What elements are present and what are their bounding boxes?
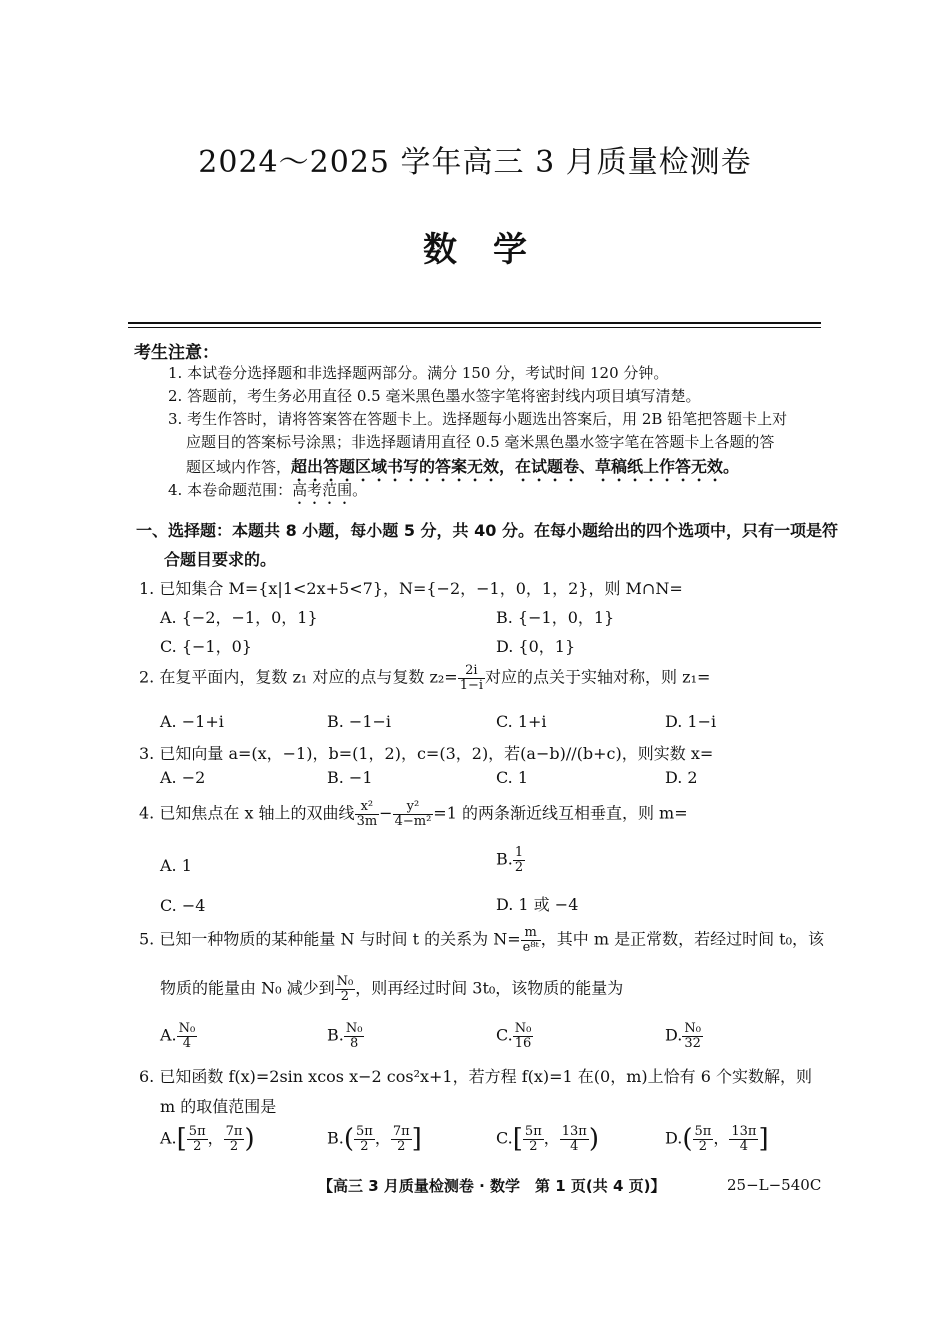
q5-c-label: C. xyxy=(496,1025,513,1045)
q5-a-label: A. xyxy=(160,1025,177,1045)
q6-option-d xyxy=(665,1124,769,1154)
q5-option-d xyxy=(665,1022,703,1050)
q5-num: m xyxy=(521,926,541,941)
notice-scope-label: 4. 本卷命题范围： xyxy=(168,481,293,499)
q5-a-num: N₀ xyxy=(178,1021,196,1036)
notice-text: 题区域内作答， xyxy=(186,458,292,476)
q5-a-frac xyxy=(177,1022,198,1050)
divider-thick xyxy=(128,322,821,324)
q4-den-2: 4−m² xyxy=(394,813,432,829)
notice-item-3: 3. 考生作答时，请将答案答在答题卡上。选择题每小题选出答案后，用 2B 铅笔把答题卡上对 xyxy=(168,410,788,428)
q6-d-label: D. xyxy=(665,1128,683,1148)
q5-b-label: B. xyxy=(327,1025,344,1045)
q4-num-2: y² xyxy=(393,800,434,815)
q5-b-num: N₀ xyxy=(345,1021,363,1036)
q5-frac xyxy=(521,926,541,954)
q5-d-num: N₀ xyxy=(684,1021,701,1036)
paper-code: 25−L−540C xyxy=(727,1176,822,1194)
q5-d-frac xyxy=(682,1022,703,1050)
q6-b-num-1: 5π xyxy=(356,1123,373,1139)
q5-option-a xyxy=(160,1022,197,1050)
q6-a-label: A. xyxy=(160,1128,177,1148)
notice-item-1: 1. 本试卷分选择题和非选择题两部分。满分 150 分，考试时间 120 分钟。 xyxy=(168,364,669,382)
q6-b-open: ( xyxy=(343,1124,354,1154)
q5-l2-num: N₀ xyxy=(336,974,354,989)
q2-option-b: B. −1−i xyxy=(327,712,392,731)
q4-frac-1 xyxy=(355,800,380,828)
q5-c-num: N₀ xyxy=(514,1021,532,1036)
q6-a-comma: ， xyxy=(207,1128,224,1148)
q6-c-open: [ xyxy=(512,1124,523,1154)
q5-d-den: 32 xyxy=(684,1035,701,1051)
q6-b-label: B. xyxy=(327,1128,344,1148)
q2-option-c: C. 1+i xyxy=(496,712,547,731)
q6-d-num-2: 13π xyxy=(731,1123,757,1139)
q6-option-a xyxy=(160,1124,255,1154)
q6-c-comma: ， xyxy=(543,1128,560,1148)
page-footer: 【高三 3 月质量检测卷 · 数学 第 1 页(共 4 页)】 xyxy=(318,1177,666,1195)
q6-c-close: ) xyxy=(588,1124,600,1154)
q4-option-d: D. 1 或 −4 xyxy=(496,895,579,914)
question-5-line2 xyxy=(160,975,623,1003)
q5-b-frac xyxy=(344,1022,365,1050)
question-6-stem: 6. 已知函数 f(x)=2sin xcos x−2 cos²x+1，若方程 f(x)=1 在(0，m)上恰有 6 个实数解，则 xyxy=(139,1067,812,1086)
q6-b-den-1: 2 xyxy=(360,1138,369,1154)
q6-b-frac-2 xyxy=(391,1125,412,1153)
question-5-stem xyxy=(139,926,824,954)
q6-a-num-2: 7π xyxy=(225,1123,243,1139)
q4-option-c: C. −4 xyxy=(160,896,206,915)
q6-option-c xyxy=(496,1124,599,1154)
q6-c-den-2: 4 xyxy=(570,1138,579,1154)
q4-b-den: 2 xyxy=(514,859,524,875)
q6-a-close: ) xyxy=(244,1124,255,1154)
notice-scope-value: 高考范围。 xyxy=(292,481,368,499)
q5-l2-frac xyxy=(335,975,356,1003)
q3-option-d: D. 2 xyxy=(665,768,698,787)
q4-post: =1 的两条渐近线互相垂直，则 m= xyxy=(433,803,688,823)
q4-b-num: 1 xyxy=(514,845,524,860)
q6-d-close: ] xyxy=(758,1124,769,1154)
q2-pre: 2. 在复平面内，复数 z₁ 对应的点与复数 z₂= xyxy=(139,667,458,687)
notice-heading: 考生注意： xyxy=(134,343,219,363)
q5-a-den: 4 xyxy=(182,1035,192,1051)
question-1-stem: 1. 已知集合 M={x|1<2x+5<7}，N={−2，−1，0，1，2}，则 M∩N= xyxy=(139,579,683,598)
q5-option-c xyxy=(496,1022,533,1050)
notice-item-4 xyxy=(168,479,367,508)
q6-d-frac-1 xyxy=(693,1125,714,1153)
q6-c-label: C. xyxy=(496,1128,513,1148)
q6-b-frac-1 xyxy=(354,1125,375,1153)
q5-b-den: 8 xyxy=(350,1035,359,1051)
notice-item-2: 2. 答题前，考生务必用直径 0.5 毫米黑色墨水签字笔将密封线内项目填写清楚。 xyxy=(168,387,701,405)
q5-d-label: D. xyxy=(665,1025,683,1045)
q6-c-den-1: 2 xyxy=(529,1138,538,1154)
q2-post: 对应的点关于实轴对称，则 z₁= xyxy=(485,667,711,687)
q6-a-open: [ xyxy=(176,1124,187,1154)
q6-a-den-2: 2 xyxy=(229,1138,239,1154)
q5-c-den: 16 xyxy=(514,1035,532,1051)
q6-b-num-2: 7π xyxy=(392,1123,410,1139)
q5-c-frac xyxy=(513,1022,534,1050)
question-4-stem xyxy=(139,800,688,828)
exam-title: 2024～2025 学年高三 3 月质量检测卷 xyxy=(198,145,752,180)
q6-c-frac-2 xyxy=(560,1125,589,1153)
q5-l2-post: ，则再经过时间 3t₀，该物质的能量为 xyxy=(355,978,624,998)
q1-option-c: C. {−1，0} xyxy=(160,637,252,656)
q4-minus: − xyxy=(379,803,393,823)
question-3-stem: 3. 已知向量 a=(x，−1)，b=(1，2)，c=(3，2)，若(a−b)//(b+c)，则实数 x= xyxy=(139,744,714,763)
q4-pre: 4. 已知焦点在 x 轴上的双曲线 xyxy=(139,803,355,823)
q4-num-1: x² xyxy=(355,800,380,815)
q6-c-num-2: 13π xyxy=(561,1123,587,1139)
q4-den-1: 3m xyxy=(356,813,378,829)
q6-d-den-2: 4 xyxy=(739,1138,749,1154)
q2-fraction xyxy=(458,664,485,692)
q2-option-a: A. −1+i xyxy=(160,712,224,731)
q2-num: 2i xyxy=(458,664,485,679)
q1-option-a: A. {−2，−1，0，1} xyxy=(160,608,318,627)
notice-emphasis: 超出答题区域书写的答案无效，在试题卷、草稿纸上作答无效。 xyxy=(291,457,740,476)
q1-option-b: B. {−1，0，1} xyxy=(496,608,615,627)
subject-title: 数学 xyxy=(423,230,563,270)
q4-b-frac xyxy=(513,846,525,874)
q4-frac-2 xyxy=(393,800,434,828)
q5-den: e⁸ᵗ xyxy=(522,939,539,955)
q6-d-den-1: 2 xyxy=(698,1138,708,1154)
q6-d-frac-2 xyxy=(729,1125,758,1153)
question-2-stem xyxy=(139,664,710,692)
q2-option-d: D. 1−i xyxy=(665,712,717,731)
q3-option-b: B. −1 xyxy=(327,768,373,787)
section-heading-cont: 合题目要求的。 xyxy=(164,550,277,569)
q4-option-a: A. 1 xyxy=(160,856,192,875)
q2-den: 1−i xyxy=(459,677,484,693)
q6-d-open: ( xyxy=(682,1124,693,1154)
q5-pre: 5. 已知一种物质的某种能量 N 与时间 t 的关系为 N= xyxy=(139,929,521,949)
q5-option-b xyxy=(327,1022,364,1050)
q6-d-comma: ， xyxy=(713,1128,730,1148)
q4-b-label: B. xyxy=(496,849,513,869)
q5-post: ，其中 m 是正常数，若经过时间 t₀，该 xyxy=(540,929,825,949)
q5-l2-den: 2 xyxy=(340,988,350,1004)
q6-b-den-2: 2 xyxy=(397,1138,406,1154)
notice-item-3-cont: 应题目的答案标号涂黑；非选择题请用直径 0.5 毫米黑色墨水签字笔在答题卡上各题的答 xyxy=(186,433,775,451)
q3-option-c: C. 1 xyxy=(496,768,529,787)
q1-option-d: D. {0，1} xyxy=(496,637,576,656)
q6-option-b xyxy=(327,1124,422,1154)
section-heading: 一、选择题：本题共 8 小题，每小题 5 分，共 40 分。在每小题给出的四个选项中，只有一项是符 xyxy=(136,521,838,540)
divider-thin xyxy=(128,327,821,328)
q6-a-frac-2 xyxy=(224,1125,245,1153)
q4-option-b xyxy=(496,846,525,874)
q6-c-frac-1 xyxy=(523,1125,544,1153)
q6-c-num-1: 5π xyxy=(524,1123,542,1139)
q3-option-a: A. −2 xyxy=(160,768,206,787)
q6-a-num-1: 5π xyxy=(188,1123,206,1139)
q6-a-frac-1 xyxy=(187,1125,208,1153)
q6-b-comma: ， xyxy=(374,1128,391,1148)
q6-a-den-1: 2 xyxy=(193,1138,202,1154)
q6-b-close: ] xyxy=(411,1124,422,1154)
q5-l2-pre: 物质的能量由 N₀ 减少到 xyxy=(160,978,335,998)
q6-d-num-1: 5π xyxy=(694,1123,712,1139)
question-6-line2: m 的取值范围是 xyxy=(160,1097,277,1116)
